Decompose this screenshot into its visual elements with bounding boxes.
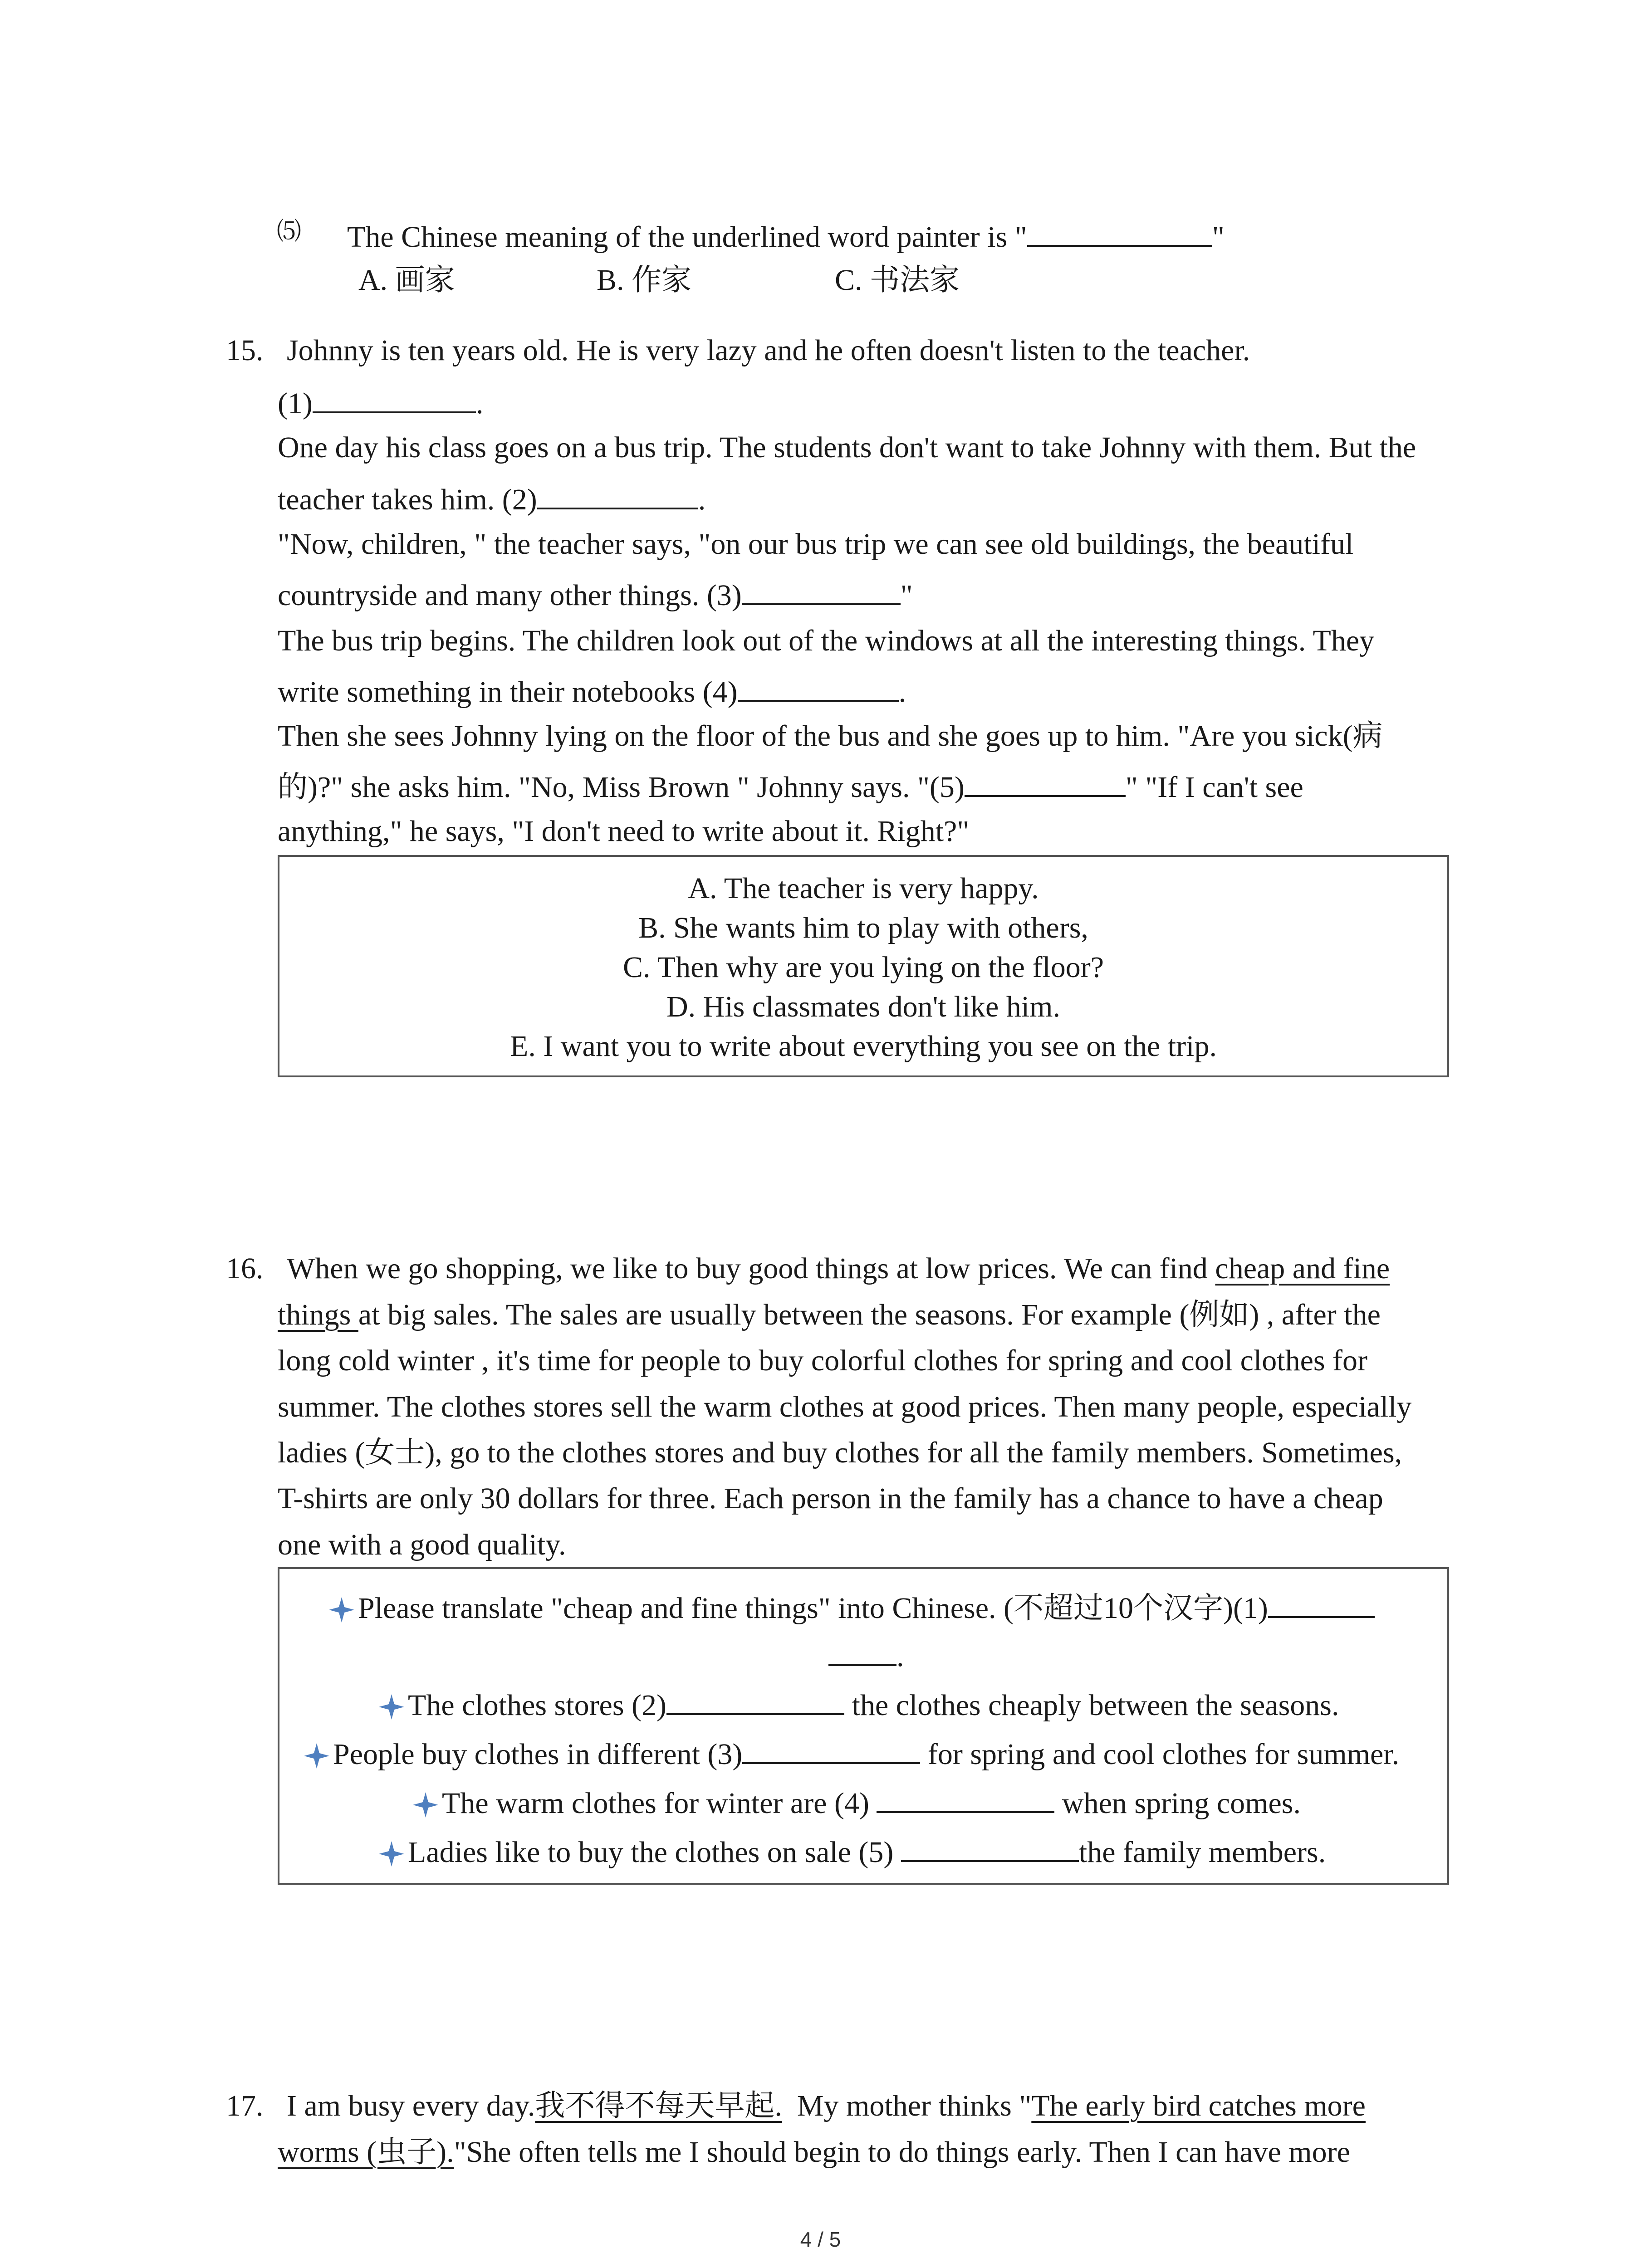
q15-line-7: The bus trip begins. The children look out of the windows at all the interesting things. They [278, 624, 1375, 657]
q16-line-1: When we go shopping, we like to buy good things at low prices. We can find cheap and fine [287, 1252, 1390, 1285]
q17-number: 17. [226, 2089, 264, 2122]
q16-line-5: ladies (女士), go to the clothes stores and buy clothes for all the family members. Sometimes, [278, 1436, 1402, 1469]
answer-blank-3[interactable] [742, 1734, 920, 1764]
four-point-star-icon [302, 1741, 331, 1770]
q16-line-7: one with a good quality. [278, 1528, 566, 1561]
answer-blank-1[interactable] [313, 383, 476, 413]
q16-task-4: The warm clothes for winter are (4) when spring comes. [411, 1783, 1301, 1822]
q15-number: 15. [226, 334, 264, 367]
q15-line-6: countryside and many other things. (3) " [278, 575, 913, 614]
q15-option-a: A. The teacher is very happy. [688, 872, 1039, 905]
q16-task-2: The clothes stores (2) the clothes cheaply between the seasons. [377, 1685, 1339, 1724]
answer-blank-1-cont[interactable] [828, 1636, 896, 1666]
page-number: 4 / 5 [800, 2228, 841, 2251]
q16-line-3: long cold winter , it's time for people to buy colorful clothes for spring and cool clothes for [278, 1344, 1368, 1377]
q14-5-option-b: B. 作家 [597, 264, 692, 297]
answer-blank[interactable] [1027, 217, 1212, 247]
answer-blank-4[interactable] [738, 672, 899, 702]
q15-line-4: teacher takes him. (2) . [278, 479, 705, 518]
q15-line-10: 的)?" she asks him. "No, Miss Brown " Johnny says. "(5) " "If I can't see [278, 767, 1303, 806]
q15-line-3: One day his class goes on a bus trip. The students don't want to take Johnny with them. But the [278, 431, 1416, 464]
answer-blank-2[interactable] [537, 479, 698, 509]
answer-blank-4[interactable] [877, 1783, 1054, 1813]
q15-option-c: C. Then why are you lying on the floor? [622, 951, 1104, 984]
q15-options-box [278, 855, 1449, 1077]
q16-task-1: Please translate "cheap and fine things" into Chinese. (不超过10个汉字)(1) [327, 1588, 1375, 1627]
four-point-star-icon [327, 1595, 356, 1624]
q16-line-4: summer. The clothes stores sell the warm clothes at good prices. Then many people, especially [278, 1390, 1412, 1423]
q15-option-e: E. I want you to write about everything you see on the trip. [510, 1030, 1217, 1063]
q15-line-5: "Now, children, " the teacher says, "on our bus trip we can see old buildings, the beautiful [278, 528, 1354, 561]
q16-line-6: T-shirts are only 30 dollars for three. Each person in the family has a chance to have a cheap [278, 1482, 1383, 1515]
q15-option-d: D. His classmates don't like him. [666, 990, 1060, 1023]
answer-blank-1[interactable] [1268, 1588, 1375, 1618]
q15-option-b: B. She wants him to play with others, [638, 911, 1088, 944]
q16-task-3: People buy clothes in different (3) for spring and cool clothes for summer. [302, 1734, 1399, 1773]
q15-line-9: Then she sees Johnny lying on the floor of the bus and she goes up to him. "Are you sick(病 [278, 719, 1383, 753]
four-point-star-icon [411, 1790, 440, 1819]
q16-task-5: Ladies like to buy the clothes on sale (5) the family members. [377, 1832, 1326, 1871]
q16-line-2: things at big sales. The sales are usually between the seasons. For example (例如) , after the [278, 1298, 1381, 1331]
q15-line-8: write something in their notebooks (4) . [278, 672, 906, 710]
answer-blank-3[interactable] [742, 575, 901, 605]
q15-line-11: anything," he says, "I don't need to write about it. Right?" [278, 815, 970, 848]
q16-task-1-cont: . [828, 1636, 904, 1675]
answer-blank-2[interactable] [666, 1685, 844, 1715]
q15-line-1: Johnny is ten years old. He is very lazy and he often doesn't listen to the teacher. [287, 334, 1250, 367]
q14-5-option-c: C. 书法家 [835, 264, 960, 297]
q16-tasks-box [278, 1567, 1449, 1885]
q16-number: 16. [226, 1252, 264, 1285]
four-point-star-icon [377, 1692, 406, 1721]
q15-line-2: (1) . [278, 383, 483, 422]
q17-line-1: I am busy every day.我不得不每天早起. My mother thinks "The early bird catches more [287, 2089, 1366, 2122]
q14-5-number: ⑸ [277, 217, 301, 245]
q14-5-option-a: A. 画家 [358, 264, 455, 297]
answer-blank-5[interactable] [901, 1832, 1079, 1862]
four-point-star-icon [377, 1839, 406, 1868]
q14-5-question: The Chinese meaning of the underlined word painter is " " [347, 217, 1225, 255]
answer-blank-5[interactable] [965, 767, 1126, 797]
q17-line-2: worms (虫子)."She often tells me I should begin to do things early. Then I can have more [278, 2136, 1350, 2169]
